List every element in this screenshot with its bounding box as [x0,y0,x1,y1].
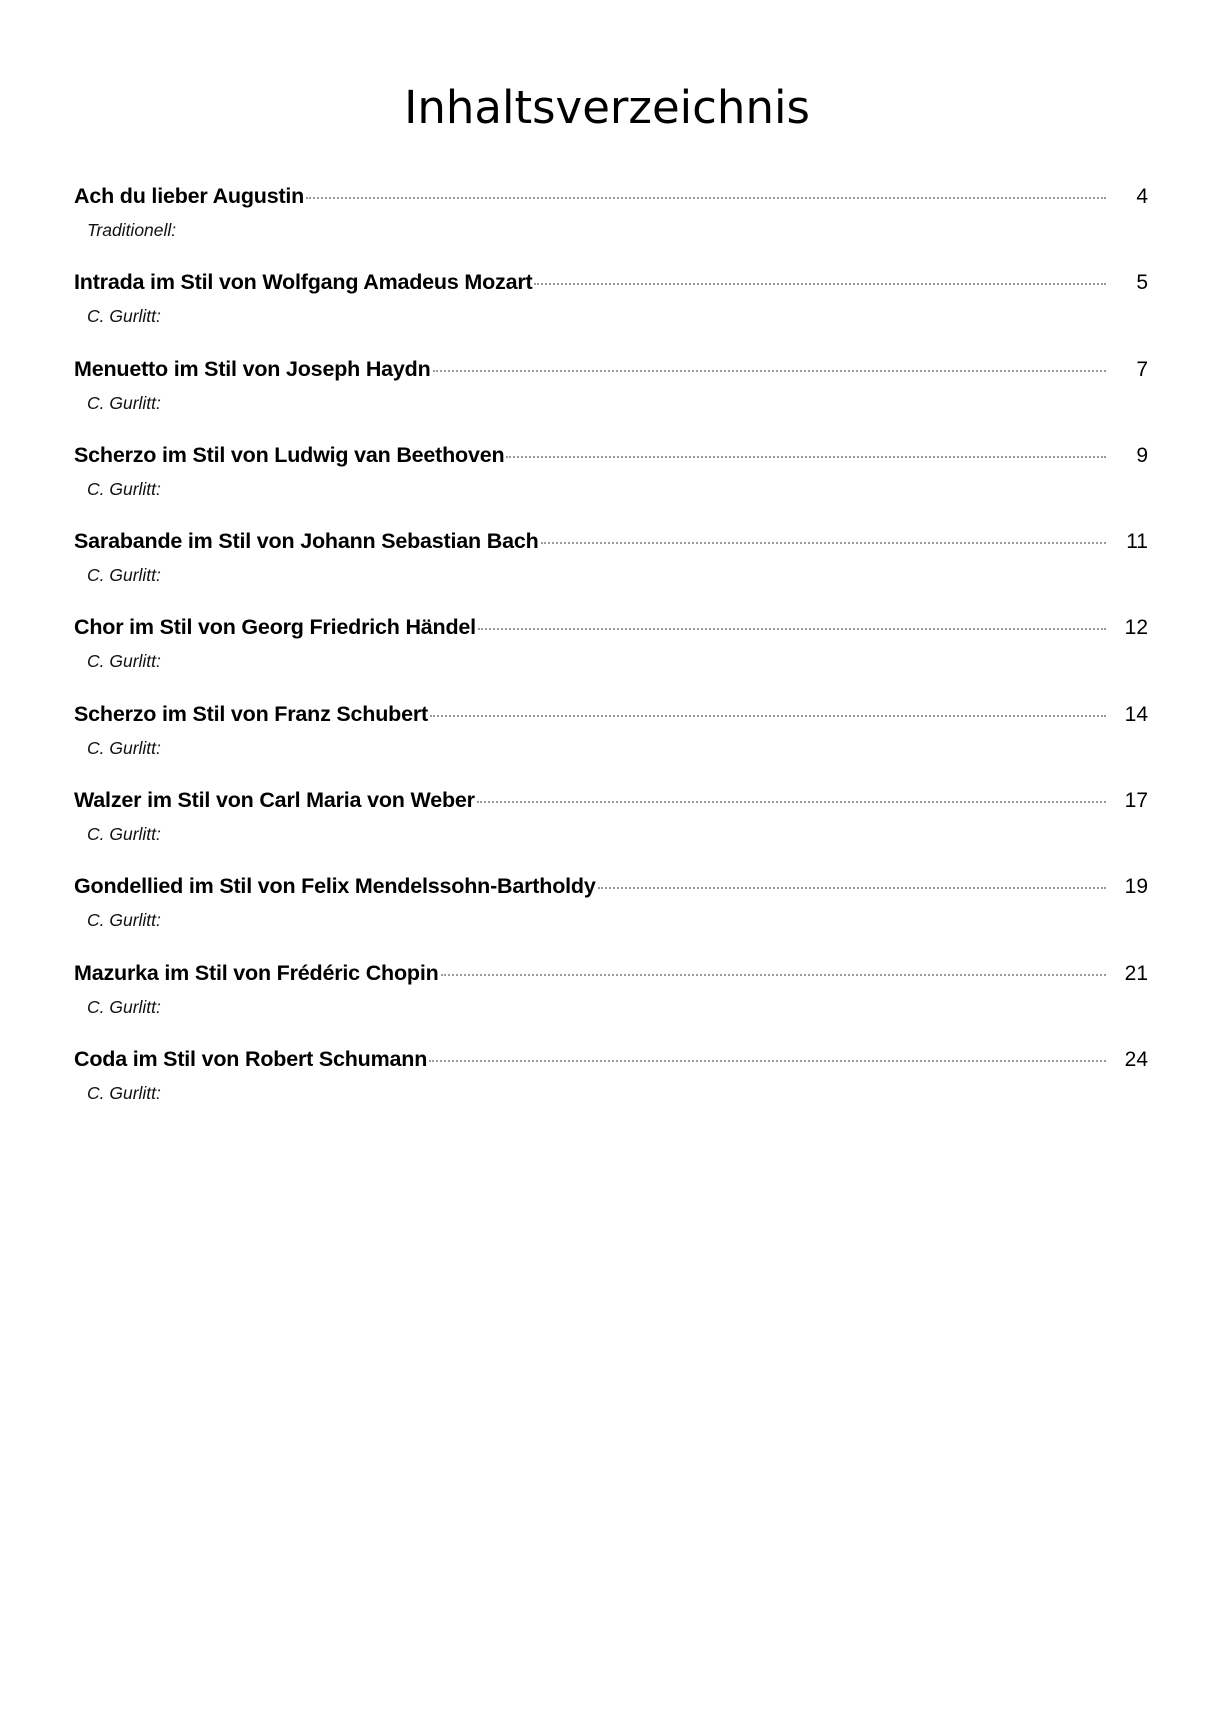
toc-entry-line [74,443,1148,477]
toc-entry[interactable] [74,443,1148,529]
page-title: Inhaltsverzeichnis [404,81,810,134]
dot-leader [433,370,1106,372]
toc-entry-line [74,788,1148,822]
toc-entry-line [74,615,1148,649]
toc-entry-composer: C. Gurlitt: [87,565,161,586]
toc-entry-composer: C. Gurlitt: [87,651,161,672]
toc-entry-title[interactable]: Walzer im Stil von Carl Maria von Weber [74,788,475,813]
toc-entry[interactable] [74,270,1148,356]
toc-entry-line [74,529,1148,563]
toc-entry-title[interactable]: Intrada im Stil von Wolfgang Amadeus Mozart [74,270,533,295]
dot-leader [541,542,1106,544]
dot-leader [441,974,1106,976]
toc-entry-composer: C. Gurlitt: [87,392,161,413]
dot-leader [429,1060,1106,1062]
toc-entry-line [74,357,1148,391]
toc-entry-composer: C. Gurlitt: [87,306,161,327]
toc-entry-title[interactable]: Gondellied im Stil von Felix Mendelssohn-Bartholdy [74,874,596,899]
toc-entry-line [74,702,1148,736]
toc-entry-line [74,874,1148,908]
dot-leader [534,283,1106,285]
toc-entry-title[interactable]: Scherzo im Stil von Ludwig van Beethoven [74,442,505,467]
toc-entry-line [74,1047,1148,1081]
toc-entry-page-number[interactable]: 21 [1124,961,1148,985]
toc-entry-composer: C. Gurlitt: [87,478,161,499]
dot-leader [430,715,1106,717]
toc-entry-composer: C. Gurlitt: [87,1082,161,1103]
dot-leader [477,801,1106,803]
toc-entry-page-number[interactable]: 7 [1136,357,1148,381]
toc-entry-line [74,184,1148,218]
toc-entry-page-number[interactable]: 9 [1136,443,1148,467]
toc-entry-line [74,961,1148,995]
toc-entry[interactable] [74,357,1148,443]
toc-entry[interactable] [74,961,1148,1047]
toc-entry-composer: C. Gurlitt: [87,824,161,845]
toc-entry[interactable] [74,788,1148,874]
toc-entry-line [74,270,1148,304]
toc-entry[interactable] [74,529,1148,615]
toc-entry[interactable] [74,874,1148,960]
dot-leader [506,456,1106,458]
dot-leader [478,628,1106,630]
toc-entry-page-number[interactable]: 4 [1136,185,1148,208]
toc-entry-composer: C. Gurlitt: [87,737,161,758]
toc-entry-page-number[interactable]: 19 [1124,875,1148,899]
toc-entry-title[interactable]: Scherzo im Stil von Franz Schubert [74,701,428,726]
toc-entry-page-number[interactable]: 11 [1126,530,1148,554]
toc-entry[interactable] [74,702,1148,788]
toc-entry-title[interactable]: Menuetto im Stil von Joseph Haydn [74,356,431,381]
toc-entry-page-number[interactable]: 17 [1124,789,1148,813]
toc-entry-title[interactable]: Chor im Stil von Georg Friedrich Händel [74,615,476,640]
dot-leader [306,197,1106,199]
toc-entry-page-number[interactable]: 12 [1124,616,1148,640]
toc-entry-title[interactable]: Ach du lieber Augustin [74,184,305,208]
toc-entry-composer: C. Gurlitt: [87,996,161,1017]
toc-entry-page-number[interactable]: 5 [1136,271,1148,295]
toc-entry-title[interactable]: Sarabande im Stil von Johann Sebastian Bach [74,529,539,554]
toc-entry-page-number[interactable]: 14 [1124,702,1148,726]
table-of-contents [74,184,1148,1133]
toc-entry-composer: C. Gurlitt: [87,910,161,931]
toc-entry-composer: Traditionell: [87,220,177,240]
toc-entry[interactable] [74,184,1148,270]
toc-entry[interactable] [74,1047,1148,1133]
toc-entry-title[interactable]: Mazurka im Stil von Frédéric Chopin [74,960,439,985]
toc-entry-page-number[interactable]: 24 [1124,1047,1148,1071]
dot-leader [598,887,1106,889]
toc-entry[interactable] [74,615,1148,701]
toc-entry-title[interactable]: Coda im Stil von Robert Schumann [74,1046,428,1071]
